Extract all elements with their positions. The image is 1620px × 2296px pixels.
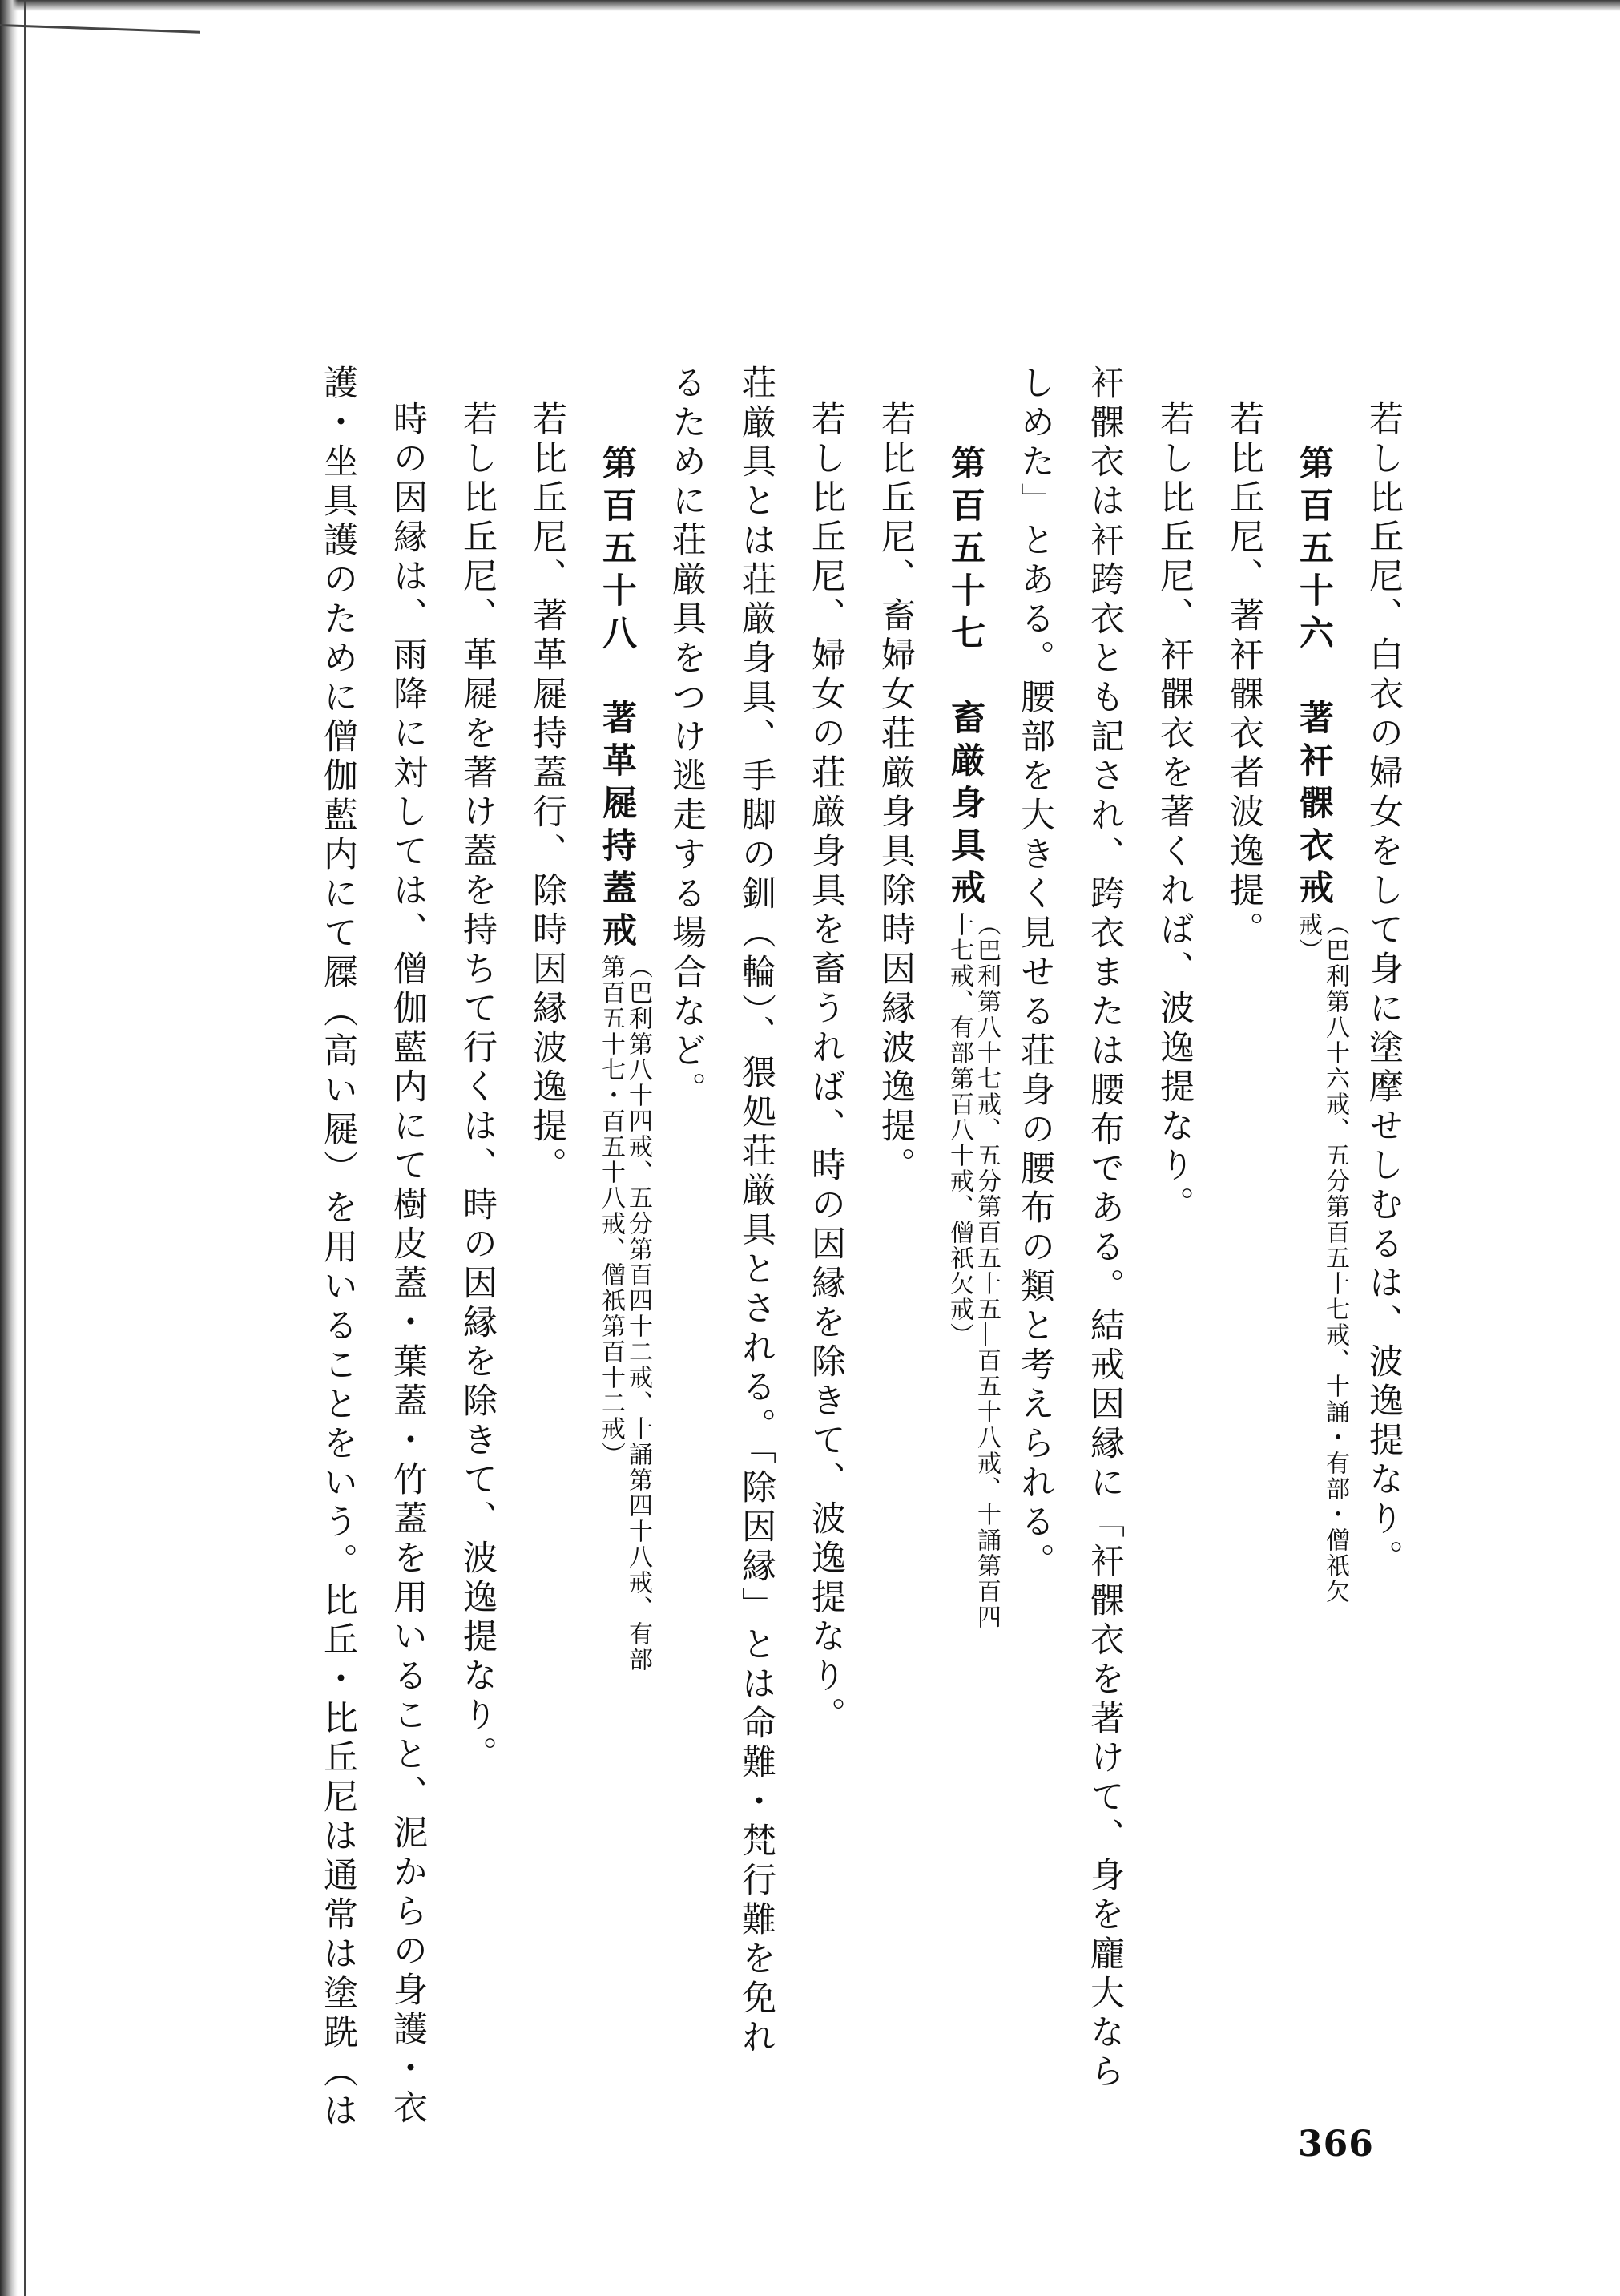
page-text <box>232 365 1418 2240</box>
precept-note: （巴利第八十六戒、五分第百五十七戒、十誦・有部・僧祇欠戒） <box>1294 912 1349 1604</box>
text-column: 若し比丘尼、革屣を著け蓋を持ちて行くは、時の因縁を除きて、波逸提なり。 <box>457 401 498 1775</box>
precept-number: 第百五十八 <box>597 445 637 657</box>
precept-heading <box>582 365 651 2240</box>
precept-title: 畜厳身具戒 <box>945 700 985 912</box>
text-column: 若し比丘尼、衦髁衣を著くれば、波逸提なり。 <box>1155 401 1195 1225</box>
scan-edge-top <box>0 0 1620 11</box>
text-column: 荘厳具とは荘厳身具、手脚の釧（輪）、猥処荘厳具とされる。「除因縁」とは命難・梵行難を免れ <box>736 365 776 2058</box>
precept-note: （巴利第八十四戒、五分第百四十二戒、十誦第四十八戒、有部第百五十七・百五十八戒、僧祇第百十二戒） <box>597 954 652 1673</box>
text-column: 護・坐具護のために僧伽藍内にて屧（高い屣）を用いることをいう。比丘・比丘尼は通常は塗跣（は <box>318 365 358 2132</box>
scan-edge-left <box>0 0 18 2296</box>
text-column: 衦髁衣は衦跨衣とも記され、跨衣または腰布である。結戒因縁に「衦髁衣を著けて、身を龐大なら <box>1085 365 1125 2092</box>
text-column: 若比丘尼、畜婦女荘厳身具除時因縁波逸提。 <box>876 401 916 1186</box>
precept-note: （巴利第八十七戒、五分第百五十五―百五十八戒、十誦第百四十七戒、有部第百八十戒、僧祇欠戒） <box>945 912 1001 1630</box>
text-column: るために荘厳具をつけ逃走する場合など。 <box>667 365 707 1111</box>
text-column: 若比丘尼、著衦髁衣者波逸提。 <box>1224 401 1264 950</box>
text-column: 若し比丘尼、白衣の婦女をして身に塗摩せしむるは、波逸提なり。 <box>1364 401 1404 1579</box>
precept-title: 著革屣持蓋戒 <box>597 700 637 954</box>
precept-heading <box>930 365 1000 2240</box>
text-column: 時の因縁は、雨降に対しては、僧伽藍内にて樹皮蓋・葉蓋・竹蓋を用いること、泥からの身護・衣 <box>388 401 428 2129</box>
text-column: 若比丘尼、著革屣持蓋行、除時因縁波逸提。 <box>527 401 567 1186</box>
scan-rule <box>24 0 26 2296</box>
precept-title: 著衦髁衣戒 <box>1294 700 1334 912</box>
text-column: 若し比丘尼、婦女の荘厳身具を畜うれば、時の因縁を除きて、波逸提なり。 <box>806 401 846 1736</box>
page-number: 366 <box>1298 2124 1374 2165</box>
precept-heading <box>1279 365 1348 2240</box>
precept-number: 第百五十六 <box>1294 445 1334 657</box>
text-column: しめた」とある。腰部を大きく見せる荘身の腰布の類と考えられる。 <box>1015 365 1055 1582</box>
precept-number: 第百五十七 <box>945 445 985 657</box>
